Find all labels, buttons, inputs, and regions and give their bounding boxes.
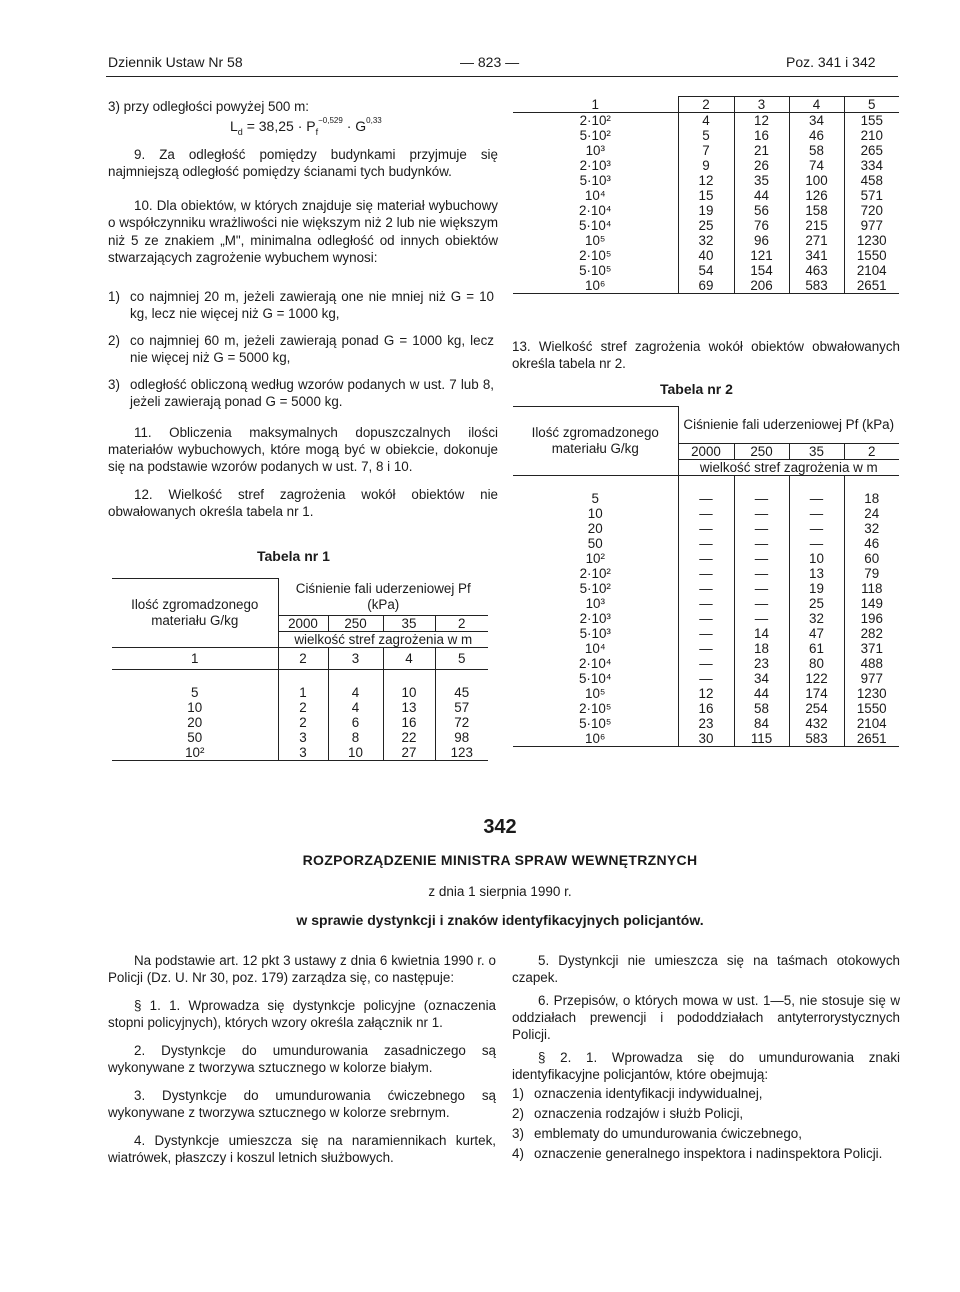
table-1-pressure-header: Ciśnienie fali uderzeniowej Pf (kPa): [278, 579, 488, 616]
table-cell: 334: [844, 158, 899, 173]
table-row: [513, 491, 899, 506]
table-row: [513, 656, 899, 671]
item-3-intro: 3) przy odległości powyżej 500 m:: [108, 99, 309, 114]
act-left-column: [108, 952, 496, 1166]
table-1-title: Tabela nr 1: [257, 548, 330, 564]
column-number: 2: [278, 647, 328, 669]
table-cell: 5·10³: [513, 626, 678, 641]
table-cell: —: [734, 581, 789, 596]
table-2: [513, 406, 899, 747]
table-row: [513, 278, 899, 294]
table-cell: 10: [789, 551, 844, 566]
table-row: [513, 263, 899, 278]
table-cell: 32: [844, 521, 899, 536]
table-cell: 84: [734, 716, 789, 731]
table-cell: 98: [435, 730, 488, 745]
act-paragraph: Na podstawie art. 12 pkt 3 ustawy z dnia 6 kwietnia 1990 r. o Policji (Dz. U. Nr 30, poz. 179) zarządza się, co następuje:: [108, 953, 496, 985]
table-cell: 16: [383, 715, 435, 730]
pressure-value: 35: [789, 443, 844, 459]
table-cell: 1: [278, 685, 328, 700]
table-cell: 2·10⁵: [513, 248, 678, 263]
table-cell: 149: [844, 596, 899, 611]
table-cell: —: [678, 521, 734, 536]
column-number: 4: [383, 647, 435, 669]
table-row: [513, 581, 899, 596]
act-subject: w sprawie dystynkcji i znaków identyfikacyjnych policjantów.: [296, 912, 704, 928]
table-cell: —: [678, 596, 734, 611]
table-cell: 44: [734, 686, 789, 701]
table-cell: 2651: [844, 278, 899, 294]
table-cell: —: [789, 491, 844, 506]
table-cell: 9: [678, 158, 734, 173]
table-cell: 46: [844, 536, 899, 551]
table-cell: 977: [844, 671, 899, 686]
table-row: [513, 611, 899, 626]
table-cell: 56: [734, 203, 789, 218]
table-cell: 57: [435, 700, 488, 715]
distance-list: [108, 288, 494, 410]
list-item: 2) oznaczenia rodzajów i służb Policji,: [512, 1106, 744, 1121]
list-item: 1) oznaczenia identyfikacji indywidualnej,: [512, 1086, 763, 1101]
table-cell: 463: [789, 263, 844, 278]
pressure-value: 250: [734, 443, 789, 459]
table-cell: 10³: [513, 143, 678, 158]
table-2-pressure-header: Ciśnienie fali uderzeniowej Pf (kPa): [678, 407, 899, 444]
page-number: — 823 —: [460, 54, 520, 70]
table-cell: —: [734, 551, 789, 566]
table-2-title: Tabela nr 2: [660, 381, 733, 397]
act-paragraph: 6. Przepisów, o których mowa w ust. 1—5, nie stosuje się w oddziałach prewencji i pododdziałach antyterrorystycznych Policji.: [512, 993, 900, 1042]
table-cell: 50: [513, 536, 678, 551]
table-cell: 5·10⁵: [513, 716, 678, 731]
table-cell: 215: [789, 218, 844, 233]
table-cell: 30: [678, 731, 734, 747]
table-cell: 4: [328, 700, 383, 715]
table-cell: 2·10³: [513, 611, 678, 626]
table-cell: 12: [678, 686, 734, 701]
table-cell: —: [789, 506, 844, 521]
table-cell: —: [734, 491, 789, 506]
table-row: [112, 685, 488, 700]
table-row: [513, 113, 899, 129]
column-number: 1: [513, 97, 678, 113]
table-cell: —: [734, 506, 789, 521]
column-number: 2: [678, 97, 734, 113]
table-cell: 2·10⁵: [513, 701, 678, 716]
act-paragraph: 4. Dystynkcje umieszcza się na naramiennikach kurtek, wiatrówek, płaszczy i koszul letnich służbowych.: [108, 1133, 496, 1165]
table-cell: 5·10⁴: [513, 671, 678, 686]
table-cell: 977: [844, 218, 899, 233]
table-row: [513, 128, 899, 143]
table-cell: 571: [844, 188, 899, 203]
table-1-continuation: [513, 96, 899, 294]
table-cell: 61: [789, 641, 844, 656]
table-cell: —: [678, 581, 734, 596]
table-cell: 12: [734, 113, 789, 129]
table-cell: 2·10⁴: [513, 203, 678, 218]
table-cell: 121: [734, 248, 789, 263]
table-cell: 155: [844, 113, 899, 129]
table-cell: 488: [844, 656, 899, 671]
table-cell: 60: [844, 551, 899, 566]
table-cell: 158: [789, 203, 844, 218]
table-cell: 196: [844, 611, 899, 626]
table-cell: 2·10³: [513, 158, 678, 173]
table-cell: 10: [513, 506, 678, 521]
table-2-amount-header: Ilość zgromadzonego materiału G/kg: [513, 407, 678, 476]
table-cell: 35: [734, 173, 789, 188]
table-cell: 10⁶: [513, 278, 678, 294]
table-cell: —: [678, 566, 734, 581]
table-cell: 2·10²: [513, 566, 678, 581]
act-right-column: [512, 952, 900, 1162]
table-cell: 12: [678, 173, 734, 188]
list-item: 3) odległość obliczoną według wzorów podanych w ust. 7 lub 8, jeżeli zawierają ponad G = 5000 kg.: [108, 377, 494, 409]
table-cell: 154: [734, 263, 789, 278]
table-cell: 5·10⁵: [513, 263, 678, 278]
zone-label: wielkość stref zagrożenia w m: [278, 631, 488, 647]
table-row: [513, 641, 899, 656]
pressure-value: 250: [328, 615, 383, 631]
pressure-value: 35: [383, 615, 435, 631]
table-cell: 32: [678, 233, 734, 248]
table-cell: 26: [734, 158, 789, 173]
table-cell: 15: [678, 188, 734, 203]
table-cell: 2104: [844, 716, 899, 731]
table-cell: 1230: [844, 686, 899, 701]
table-cell: 24: [844, 506, 899, 521]
table-cell: 2: [278, 715, 328, 730]
table-cell: 44: [734, 188, 789, 203]
table-row: [513, 731, 899, 747]
table-cell: 3: [278, 745, 328, 761]
table-row: [112, 745, 488, 761]
table-cell: 40: [678, 248, 734, 263]
table-cell: 118: [844, 581, 899, 596]
list-item: 4) oznaczenie generalnego inspektora i nadinspektora Policji.: [512, 1146, 883, 1161]
table-cell: 50: [112, 730, 278, 745]
act-paragraph: 5. Dystynkcji nie umieszcza się na taśmach otokowych czapek.: [512, 953, 900, 985]
table-cell: 34: [734, 671, 789, 686]
table-cell: 115: [734, 731, 789, 747]
table-row: [513, 701, 899, 716]
table-cell: 126: [789, 188, 844, 203]
table-cell: 4: [678, 113, 734, 129]
list-item: 1) co najmniej 20 m, jeżeli zawierają one nie mniej niż G = 10 kg, lecz nie więcej niż G = 1000 kg,: [108, 289, 494, 321]
table-cell: —: [678, 671, 734, 686]
table-cell: 2104: [844, 263, 899, 278]
table-row: [513, 248, 899, 263]
table-cell: 14: [734, 626, 789, 641]
journal-title: Dziennik Ustaw Nr 58: [108, 54, 243, 70]
table-cell: 19: [789, 581, 844, 596]
paragraph-13: 13. Wielkość stref zagrożenia wokół obiektów obwałowanych określa tabela nr 2.: [512, 339, 900, 371]
table-cell: —: [734, 566, 789, 581]
act-paragraph: § 2. 1. Wprowadza się do umundurowania znaki identyfikacyjne policjantów, które obejmują:: [512, 1050, 900, 1082]
table-cell: 10: [112, 700, 278, 715]
table-cell: 2: [278, 700, 328, 715]
table-cell: 58: [789, 143, 844, 158]
table-cell: 22: [383, 730, 435, 745]
table-1: [112, 578, 488, 761]
table-cell: 72: [435, 715, 488, 730]
table-cell: 5·10²: [513, 128, 678, 143]
table-row: [513, 521, 899, 536]
table-cell: 2·10²: [513, 113, 678, 129]
table-cell: 432: [789, 716, 844, 731]
table-cell: 271: [789, 233, 844, 248]
table-cell: 2·10⁴: [513, 656, 678, 671]
table-cell: 341: [789, 248, 844, 263]
column-number: 5: [844, 97, 899, 113]
table-row: [513, 626, 899, 641]
table-cell: 25: [789, 596, 844, 611]
table-row: [513, 716, 899, 731]
table-cell: 13: [789, 566, 844, 581]
table-cell: 13: [383, 700, 435, 715]
column-number: 3: [734, 97, 789, 113]
table-cell: 21: [734, 143, 789, 158]
list-item: 2) co najmniej 60 m, jeżeli zawierają ponad G = 1000 kg, lecz nie więcej niż G = 5000 kg,: [108, 333, 494, 365]
table-cell: 583: [789, 278, 844, 294]
table-cell: 254: [789, 701, 844, 716]
table-row: [513, 218, 899, 233]
pressure-value: 2: [435, 615, 488, 631]
column-number: 1: [112, 647, 278, 669]
table-cell: 5·10³: [513, 173, 678, 188]
table-cell: 46: [789, 128, 844, 143]
table-cell: 10³: [513, 596, 678, 611]
table-row: [513, 671, 899, 686]
paragraph-10: 10. Dla obiektów, w których znajduje się materiał wybuchowy o współczynniku wrażliwości nie większym niż 2 lub nie większym niż 5 ze znakiem „M", minimalna odległość od innych obiektów stwarzających zagrożenie wybuchem wynosi:: [108, 198, 498, 265]
table-row: [513, 188, 899, 203]
header-rule: [106, 76, 898, 77]
table-row: [513, 566, 899, 581]
table-cell: 10⁴: [513, 188, 678, 203]
table-cell: 19: [678, 203, 734, 218]
table-cell: 10: [383, 685, 435, 700]
formula: $L_d = 38,25 \cdot P_f^{-0,529} \cdot G^{0,33}$: [230, 116, 382, 137]
table-cell: 54: [678, 263, 734, 278]
table-cell: 96: [734, 233, 789, 248]
list-item: 3) emblematy do umundurowania ćwiczebnego,: [512, 1126, 802, 1141]
column-number: 3: [328, 647, 383, 669]
table-cell: —: [678, 611, 734, 626]
table-cell: —: [678, 626, 734, 641]
table-row: [112, 715, 488, 730]
zone-label: wielkość stref zagrożenia w m: [678, 459, 899, 475]
table-cell: —: [678, 536, 734, 551]
table-cell: 80: [789, 656, 844, 671]
table-cell: 10⁵: [513, 233, 678, 248]
pressure-value: 2: [844, 443, 899, 459]
act-number: 342: [483, 816, 517, 838]
table-cell: —: [734, 611, 789, 626]
table-row: [513, 686, 899, 701]
table-cell: 10⁴: [513, 641, 678, 656]
table-row: [112, 700, 488, 715]
table-cell: 45: [435, 685, 488, 700]
table-cell: —: [734, 521, 789, 536]
column-number: 4: [789, 97, 844, 113]
table-cell: —: [789, 536, 844, 551]
table-cell: 18: [734, 641, 789, 656]
table-cell: —: [678, 656, 734, 671]
table-cell: —: [734, 596, 789, 611]
table-cell: 7: [678, 143, 734, 158]
table-cell: 458: [844, 173, 899, 188]
table-cell: 10⁵: [513, 686, 678, 701]
table-cell: 371: [844, 641, 899, 656]
table-cell: 10²: [513, 551, 678, 566]
table-cell: 25: [678, 218, 734, 233]
table-cell: 123: [435, 745, 488, 761]
table-row: [513, 233, 899, 248]
table-row: [513, 506, 899, 521]
act-title: ROZPORZĄDZENIE MINISTRA SPRAW WEWNĘTRZNYCH: [302, 852, 698, 868]
position-numbers: Poz. 341 i 342: [786, 54, 876, 70]
table-1-amount-header: Ilość zgromadzonego materiału G/kg: [112, 579, 278, 648]
table-cell: 3: [278, 730, 328, 745]
paragraph-9: 9. Za odległość pomiędzy budynkami przyjmuje się najmniejszą odległość pomiędzy ścianami tych budynków.: [108, 147, 498, 179]
table-cell: 210: [844, 128, 899, 143]
table-cell: 282: [844, 626, 899, 641]
table-cell: 79: [844, 566, 899, 581]
table-cell: —: [734, 536, 789, 551]
act-paragraph: 2. Dystynkcje do umundurowania zasadniczego są wykonywane z tworzywa sztucznego w kolorze białym.: [108, 1043, 496, 1075]
table-cell: 720: [844, 203, 899, 218]
table-cell: 18: [844, 491, 899, 506]
table-cell: 76: [734, 218, 789, 233]
table-cell: 5: [513, 491, 678, 506]
table-cell: 1230: [844, 233, 899, 248]
table-cell: 69: [678, 278, 734, 294]
table-row: [513, 596, 899, 611]
table-cell: 16: [734, 128, 789, 143]
table-cell: 20: [112, 715, 278, 730]
table-cell: 4: [328, 685, 383, 700]
table-cell: 10⁶: [513, 731, 678, 747]
table-cell: —: [678, 491, 734, 506]
table-cell: 34: [789, 113, 844, 129]
table-row: [513, 203, 899, 218]
act-paragraph: § 1. 1. Wprowadza się dystynkcje policyjne (oznaczenia stopni policyjnych), których wzory określa załącznik nr 1.: [108, 998, 496, 1030]
table-cell: —: [678, 641, 734, 656]
table-cell: —: [678, 506, 734, 521]
table-cell: 174: [789, 686, 844, 701]
pressure-value: 2000: [278, 615, 328, 631]
act-paragraph: 3. Dystynkcje do umundurowania ćwiczebnego są wykonywane z tworzywa sztucznego w kolorze srebrnym.: [108, 1088, 496, 1120]
table-row: [513, 143, 899, 158]
table-cell: 10: [328, 745, 383, 761]
table-cell: —: [789, 521, 844, 536]
table-cell: —: [678, 551, 734, 566]
table-row: [513, 158, 899, 173]
table-cell: 5·10⁴: [513, 218, 678, 233]
table-cell: 2651: [844, 731, 899, 747]
table-cell: 47: [789, 626, 844, 641]
table-cell: 5: [112, 685, 278, 700]
table-cell: 5·10²: [513, 581, 678, 596]
table-row: [513, 173, 899, 188]
table-row: [513, 536, 899, 551]
table-row: [112, 730, 488, 745]
table-cell: 206: [734, 278, 789, 294]
table-cell: 8: [328, 730, 383, 745]
table-cell: 1550: [844, 701, 899, 716]
paragraph-11: 11. Obliczenia maksymalnych dopuszczalnych ilości materiałów wybuchowych, które mogą być w obiekcie, dokonuje się na podstawie wzorów podanych w ust. 7, 8 i 10.: [108, 425, 498, 474]
table-cell: 58: [734, 701, 789, 716]
table-cell: 20: [513, 521, 678, 536]
table-cell: 23: [678, 716, 734, 731]
table-cell: 23: [734, 656, 789, 671]
table-cell: 10²: [112, 745, 278, 761]
column-number: 5: [435, 647, 488, 669]
table-row: [513, 551, 899, 566]
paragraph-12: 12. Wielkość stref zagrożenia wokół obiektów nie obwałowanych określa tabela nr 1.: [108, 487, 498, 519]
table-cell: 5: [678, 128, 734, 143]
table-cell: 27: [383, 745, 435, 761]
table-cell: 265: [844, 143, 899, 158]
table-cell: 1550: [844, 248, 899, 263]
pressure-value: 2000: [678, 443, 734, 459]
table-cell: 122: [789, 671, 844, 686]
table-cell: 74: [789, 158, 844, 173]
act-date: z dnia 1 sierpnia 1990 r.: [428, 884, 572, 899]
table-cell: 32: [789, 611, 844, 626]
table-cell: 583: [789, 731, 844, 747]
table-cell: 16: [678, 701, 734, 716]
table-cell: 6: [328, 715, 383, 730]
table-cell: 100: [789, 173, 844, 188]
